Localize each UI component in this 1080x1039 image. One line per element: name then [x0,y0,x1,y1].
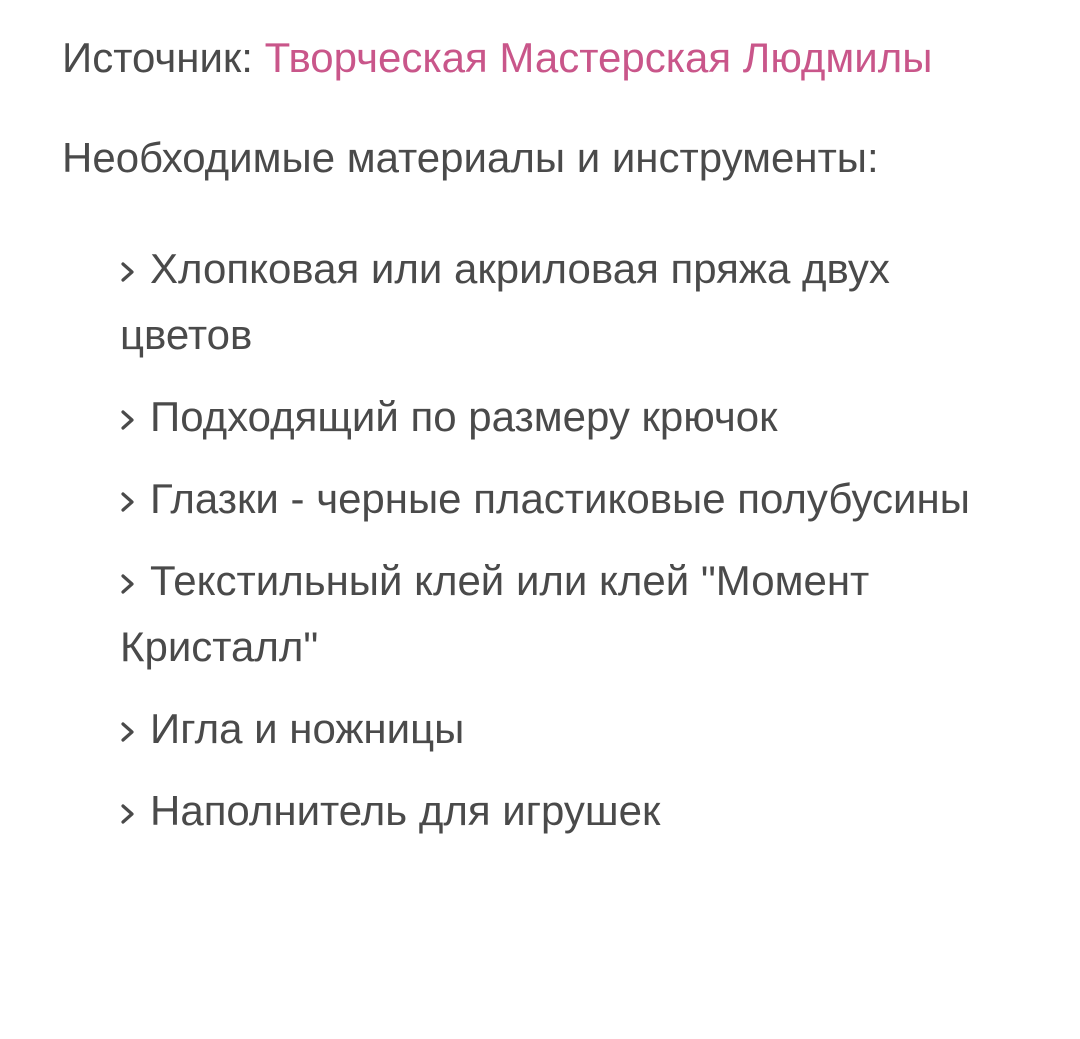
chevron-right-icon [120,573,136,595]
chevron-right-icon [120,409,136,431]
list-item [120,466,1020,532]
chevron-right-icon [120,803,136,825]
list-item [120,548,1020,680]
list-item-text: Глазки - черные пластиковые полубусины [150,475,970,522]
list-item [120,236,1020,368]
source-label: Источник: [62,34,265,81]
list-item-text: Текстильный клей или клей "Момент Кристалл" [120,557,870,670]
list-item-text: Игла и ножницы [150,705,465,752]
chevron-right-icon [120,261,136,283]
source-line [62,22,962,94]
list-item [120,384,1020,450]
materials-list [62,236,1020,844]
list-item [120,778,1020,844]
chevron-right-icon [120,721,136,743]
chevron-right-icon [120,491,136,513]
source-link[interactable]: Творческая Мастерская Людмилы [264,34,933,81]
list-item [120,696,1020,762]
materials-heading: Необходимые материалы и инструменты: [62,134,879,181]
list-item-text: Подходящий по размеру крючок [150,393,778,440]
list-item-text: Хлопковая или акриловая пряжа двух цветов [120,245,890,358]
list-item-text: Наполнитель для игрушек [150,787,661,834]
